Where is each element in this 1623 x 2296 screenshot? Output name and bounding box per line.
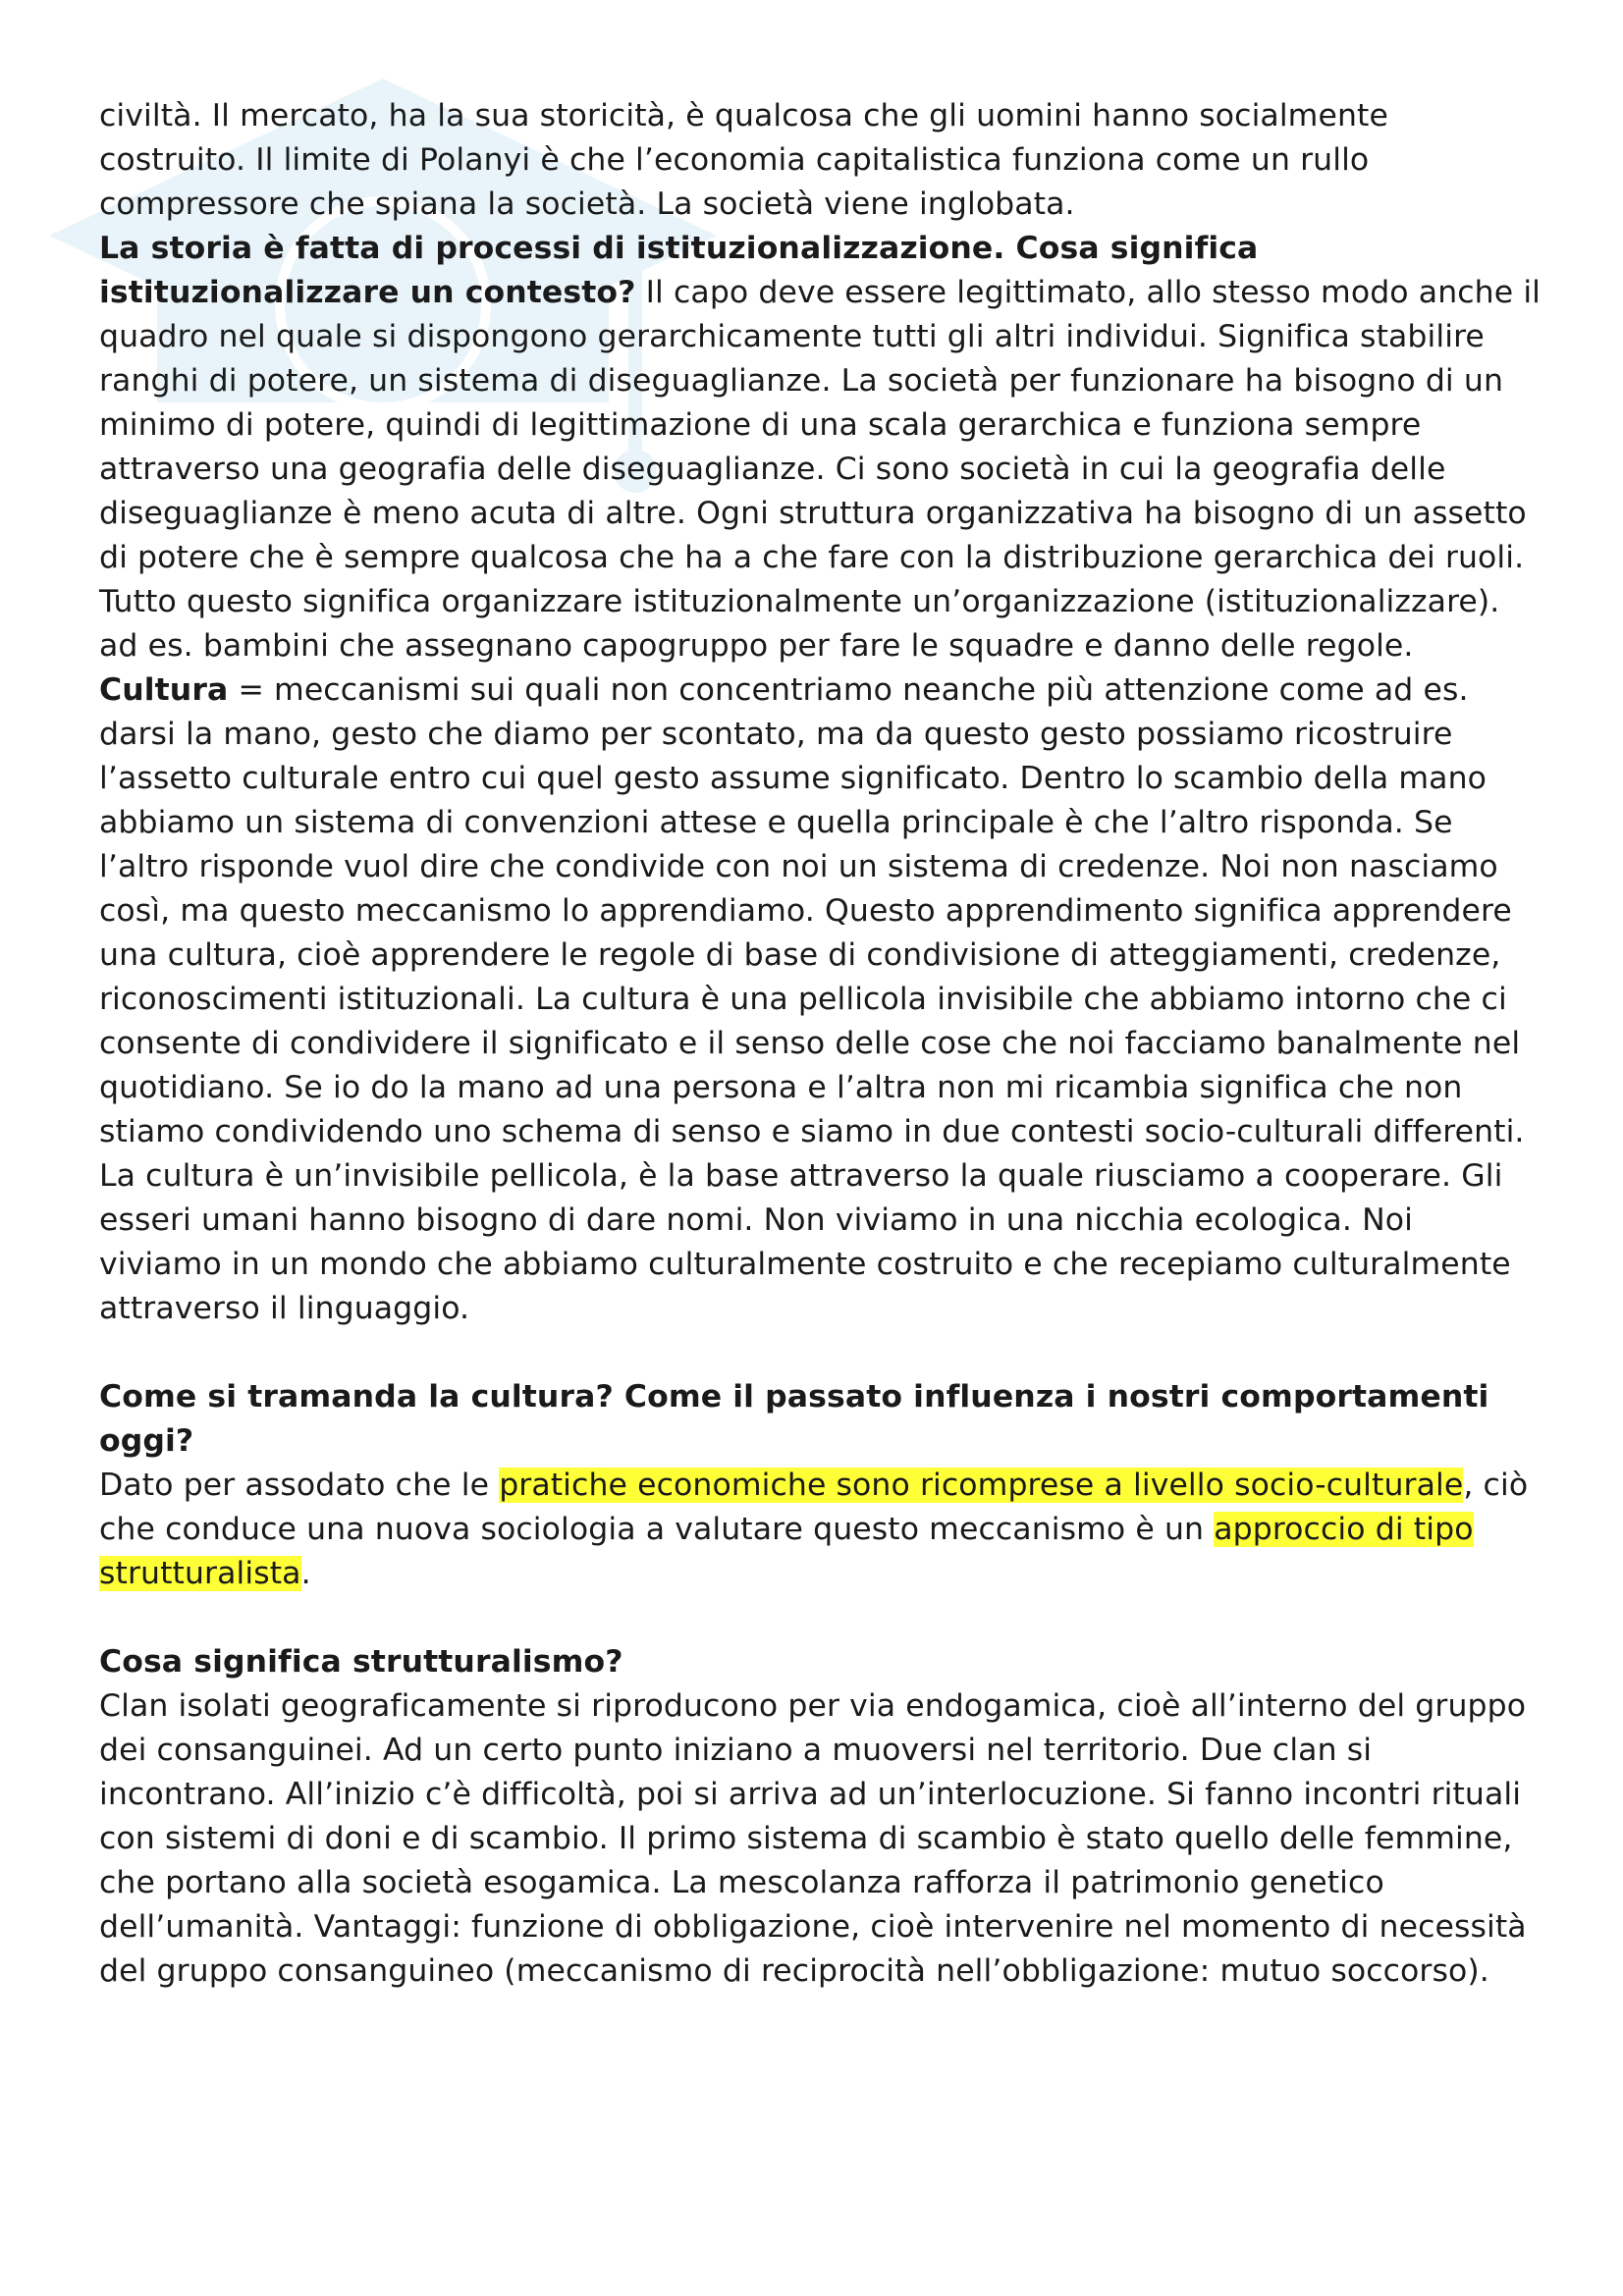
structuralism-heading: Cosa significa strutturalismo?: [99, 1644, 623, 1680]
culture-paragraph: Cultura = meccanismi sui quali non concentriamo neanche più attenzione come ad es. darsi la mano, gesto che diamo per scontato, ma da questo gesto possiamo ricostruire l’assetto culturale entro cui quel gesto assume significato. Dentro lo scambio della mano abbiamo un sistema di convenzioni attese e quella principale è che l’altro risponda. Se l’altro risponde vuol dire che condivide con noi un sistema di credenze. Noi non nasciamo così, ma questo meccanismo lo apprendiamo. Questo apprendimento significa apprendere una cultura, cioè apprendere le regole di base di condivisione di atteggiamenti, credenze, riconoscimenti istituzionali. La cultura è una pellicola invisibile che abbiamo intorno che ci consente di condividere il significato e il senso delle cose che noi facciamo banalmente nel quotidiano. Se io do la mano ad una persona e l’altra non mi ricambia significa che non stiamo condividendo uno schema di senso e siamo in due contesti socio-culturali differenti. La cultura è un’invisibile pellicola, è la base attraverso la quale riusciamo a cooperare. Gli esseri umani hanno bisogno di dare nomi. Non viviamo in una nicchia ecologica. Noi viviamo in un mondo che abbiamo culturalmente costruito e che recepiamo culturalmente attraverso il linguaggio.: [99, 672, 1525, 1326]
document-body: [99, 94, 1542, 1994]
spacer: [99, 1596, 1542, 1640]
highlight-economic-practices: pratiche economiche sono ricomprese a livello socio-culturale: [499, 1468, 1464, 1503]
institutionalization-paragraph: La storia è fatta di processi di istituzionalizzazione. Cosa significa istituzionalizzare un contesto? Il capo deve essere legittimato, allo stesso modo anche il quadro nel quale si dispongono gerarchicamente tutti gli altri individui. Significa stabilire ranghi di potere, un sistema di diseguaglianze. La società per funzionare ha bisogno di un minimo di potere, quindi di legittimazione di una scala gerarchica e funziona sempre attraverso una geografia delle diseguaglianze. Ci sono società in cui la geografia delle diseguaglianze è meno acuta di altre. Ogni struttura organizzativa ha bisogno di un assetto di potere che è sempre qualcosa che ha a che fare con la distribuzione gerarchica dei ruoli. Tutto questo significa organizzare istituzionalmente un’organizzazione (istituzionalizzare). ad es. bambini che assegnano capogruppo per fare le squadre e danno delle regole.: [99, 231, 1542, 664]
highlight-structuralist-approach: approccio di tipo strutturalista: [99, 1512, 1474, 1591]
culture-term: Cultura: [99, 672, 229, 708]
institutionalization-heading: La storia è fatta di processi di istituzionalizzazione. Cosa significa istituzionalizzare un contesto?: [99, 231, 1259, 310]
structuralism-paragraph: Clan isolati geograficamente si riproducono per via endogamica, cioè all’interno del gruppo dei consanguinei. Ad un certo punto iniziano a muoversi nel territorio. Due clan si incontrano. All’inizio c’è difficoltà, poi si arriva ad un’interlocuzione. Si fanno incontri rituali con sistemi di doni e di scambio. Il primo sistema di scambio è stato quello delle femmine, che portano alla società esogamica. La mescolanza rafforza il patrimonio genetico dell’umanità. Vantaggi: funzione di obbligazione, cioè intervenire nel momento di necessità del gruppo consanguineo (meccanismo di reciprocità nell’obbligazione: mutuo soccorso).: [99, 1688, 1527, 1989]
spacer: [99, 1331, 1542, 1375]
transmission-paragraph: Dato per assodato che le pratiche economiche sono ricomprese a livello socio-culturale, ciò che conduce una nuova sociologia a valutare questo meccanismo è un approccio di tipo strutturalista.: [99, 1468, 1529, 1591]
transmission-heading: Come si tramanda la cultura? Come il passato influenza i nostri comportamenti oggi?: [99, 1379, 1489, 1459]
intro-paragraph: civiltà. Il mercato, ha la sua storicità, è qualcosa che gli uomini hanno socialmente costruito. Il limite di Polanyi è che l’economia capitalistica funziona come un rullo compressore che spiana la società. La società viene inglobata.: [99, 98, 1388, 222]
